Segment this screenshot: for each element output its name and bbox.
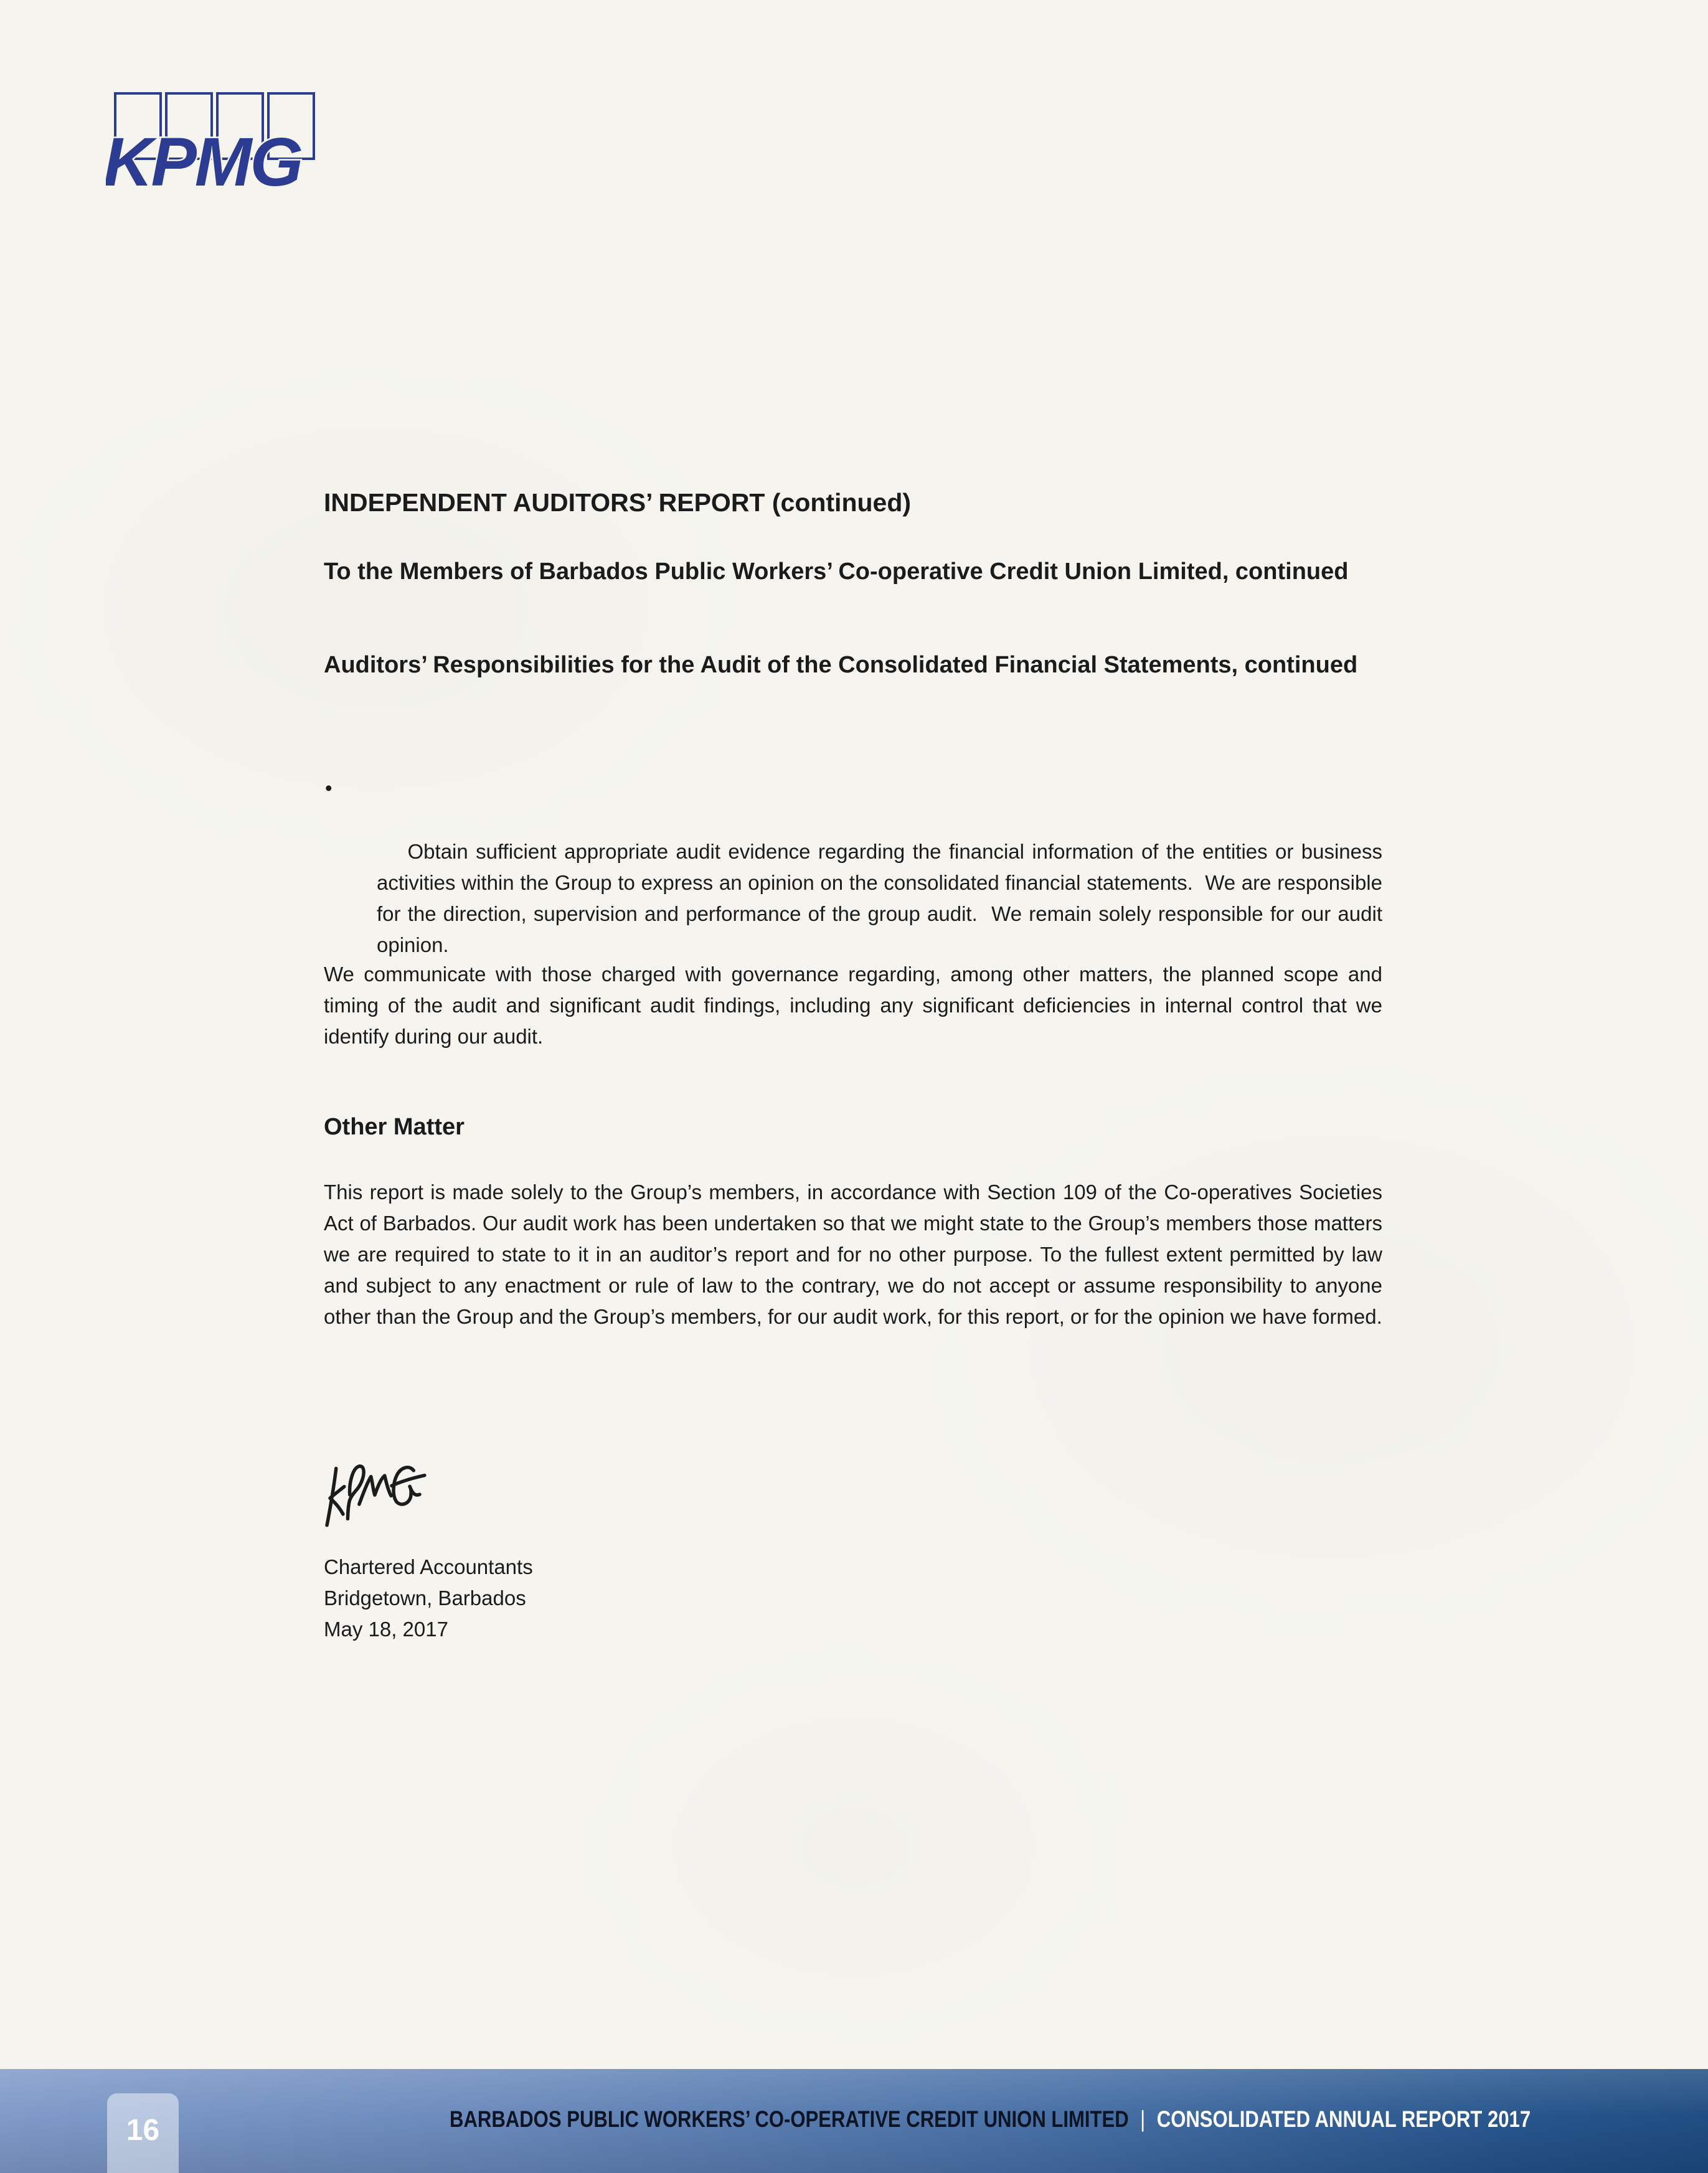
kpmg-logo-text: KPMG: [106, 124, 301, 197]
kpmg-logo: [106, 91, 321, 200]
other-matter-heading: Other Matter: [324, 1114, 465, 1140]
bullet-item-text: Obtain sufficient appropriate audit evidence regarding the financial information of the entities or business activities within the Group to express an opinion on the consolidated financial statements. We are responsible for the direction, supervision and performance of the group audit. We remain solely responsible for our audit opinion.: [377, 840, 1389, 956]
page-number-tab: [107, 2093, 179, 2173]
footer-report-name: CONSOLIDATED ANNUAL REPORT 2017: [1156, 2106, 1531, 2132]
signoff-city: Bridgetown, Barbados: [324, 1586, 526, 1610]
kpmg-signature: [316, 1452, 437, 1541]
addressee-heading: To the Members of Barbados Public Workers’ Co-operative Credit Union Limited, continued: [324, 559, 1349, 585]
bullet-marker: •: [325, 776, 333, 799]
responsibilities-heading: Auditors’ Responsibilities for the Audit of the Consolidated Financial Statements, continued: [324, 652, 1358, 678]
footer-company-name: BARBADOS PUBLIC WORKERS’ CO-OPERATIVE CREDIT UNION LIMITED: [450, 2106, 1129, 2132]
page-title: INDEPENDENT AUDITORS’ REPORT (continued): [324, 488, 912, 517]
footer-bar: [0, 2069, 1708, 2173]
signoff-date: May 18, 2017: [324, 1618, 448, 1641]
footer-text: [450, 2106, 1531, 2133]
other-matter-paragraph: This report is made solely to the Group’s members, in accordance with Section 109 of the Co-operatives Societies Act of Barbados. Our audit work has been undertaken so that we might state to the Group’s members those matters we are required to state to it in an auditor’s report and for no other purpose. To the fullest extent permitted by law and subject to any enactment or rule of law to the contrary, we do not accept or assume responsibility to anyone other than the Group and the Group’s members, for our audit work, for this report, or for the opinion we have formed.: [324, 1181, 1389, 1328]
page-number: 16: [126, 2114, 160, 2147]
kpmg-signature-drawing: [316, 1452, 436, 1538]
signoff-firm: Chartered Accountants: [324, 1555, 533, 1578]
signoff-block: [324, 1552, 1382, 1645]
governance-paragraph: We communicate with those charged with governance regarding, among other matters, the planned scope and timing of the audit and significant audit findings, including any significant deficiencies in internal control that we identify during our audit.: [324, 963, 1389, 1048]
kpmg-logo-graphic: [106, 91, 321, 197]
footer-separator: |: [1140, 2106, 1146, 2132]
